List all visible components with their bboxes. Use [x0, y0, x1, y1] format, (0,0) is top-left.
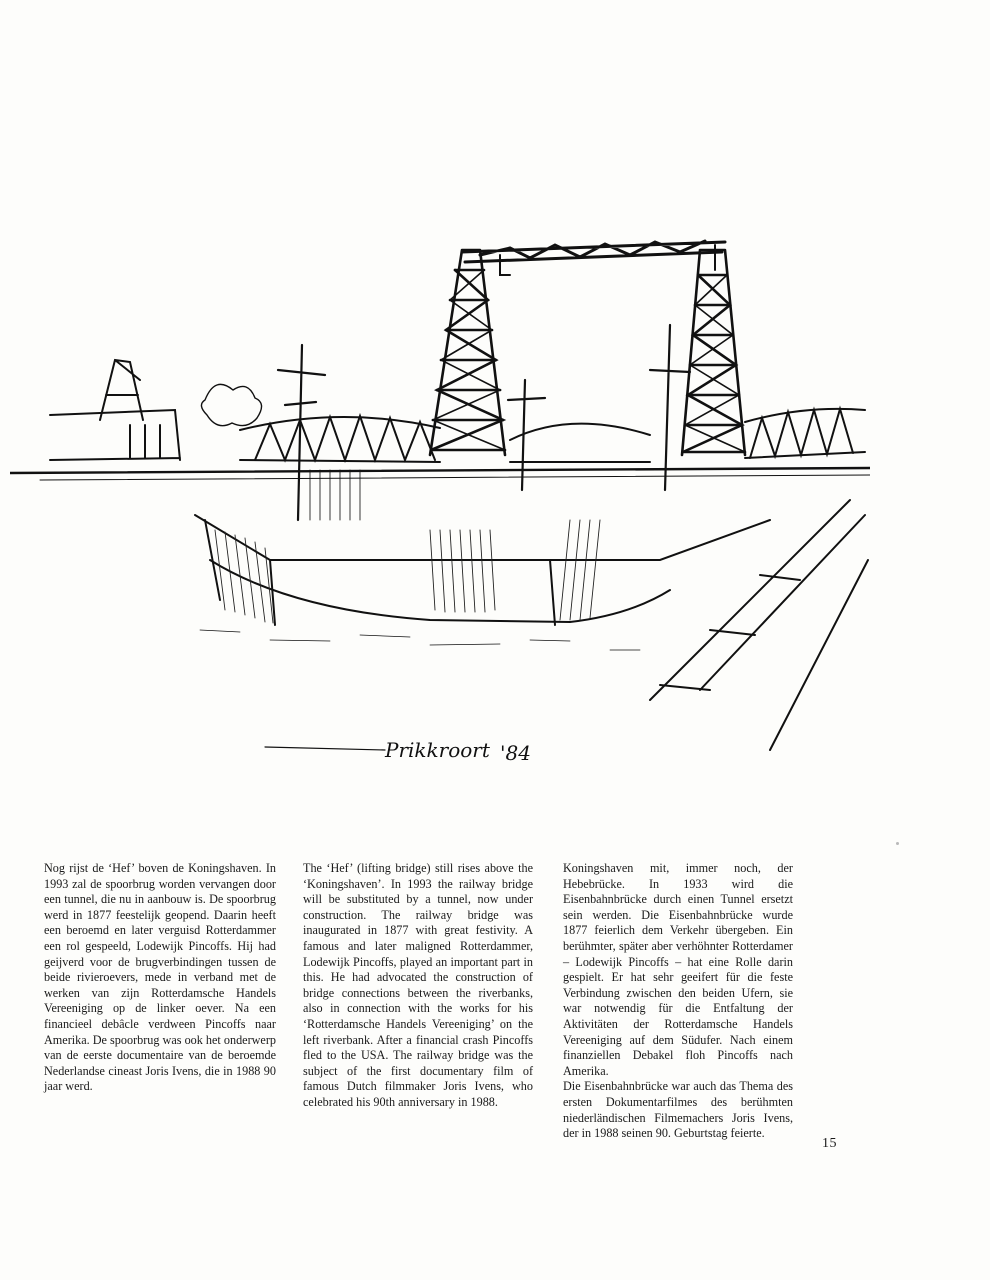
trees	[201, 384, 261, 425]
quay	[650, 500, 868, 750]
lift-bridge-illustration	[10, 230, 870, 790]
signature-underline	[265, 747, 385, 750]
water-reflections	[200, 630, 640, 650]
left-crane	[50, 360, 180, 460]
page-number: 15	[822, 1136, 837, 1151]
paper-speck	[896, 842, 899, 845]
signature-year: '84	[500, 741, 531, 765]
left-tower	[430, 250, 505, 455]
top-beam	[462, 241, 725, 262]
truss-spans	[240, 409, 865, 462]
artist-signature: Prikkroort	[385, 738, 490, 762]
german-text-column: Koningshaven mit, immer noch, der Hebebrücke. In 1933 wird die Eisenbahnbrücke durch einen Tunnel ersetzt sein werden. Die Eisenbahnbrücke wurde 1877 feierlich dem Verkehr übergeben. Ein berühmter, später aber verhöhnter Rotterdamer – Lodewijk Pincoffs – hat eine Rolle darin gespielt. Er hat sehr geeifert für die feste Verbindung zwischen den beiden Ufern, sie war notwendig für die Entfaltung der Aktivitäten der Rotterdamsche Handels Vereeniging auf dem Südufer. Nach einem finanziellen Debakel floh Pincoffs nach Amerika. Die Eisenbahnbrücke war auch das Thema des ersten Dokumentarfilmes des berühmten niederländischen Filmemachers Joris Ivens, der in 1988 seinen 90. Geburtstag feierte.	[563, 861, 793, 1141]
english-text-column: The ‘Hef’ (lifting bridge) still rises above the ‘Koningshaven’. In 1993 the railway bridge will be substituted by a tunnel, now under construction. The railway bridge was inaugurated in 1877 with great festivity. A famous and later maligned Rotterdammer, Lodewijk Pincoffs, played an important part in this. He had advocated the construction of bridge connections between the riverbanks, also in connection with the works for his ‘Rotterdamsche Handels Vereeniging’ on the left riverbank. After a financial crash Pincoffs fled to the USA. The railway bridge was the subject of the first documentary film of famous Dutch filmmaker Joris Ivens, who celebrated his 90th anniversary in 1988.	[303, 861, 533, 1109]
right-tower	[682, 250, 745, 455]
horizon-line	[10, 468, 870, 473]
dutch-text-column: Nog rijst de ‘Hef’ boven de Koningshaven. In 1993 zal de spoorbrug worden vervangen door een tunnel, die nu in aanbouw is. De spoorbrug werd in 1877 feestelijk geopend. Daarin heeft een beroemd en later verguisd Rotterdammer een rol gespeeld, Lodewijk Pincoffs. Hij had geijverd voor de brugverbindingen tussen de beide rivieroevers, mede in verband met de werken van zijn Rotterdamsche Handels Vereeniging op de linker oever. Na een financieel debâcle verdween Pincoffs naar Amerika. De spoorbrug was ook het onderwerp van de eerste documentaire van de beroemde Nederlandse cineast Joris Ivens, die in 1988 90 jaar werd.	[44, 861, 276, 1094]
